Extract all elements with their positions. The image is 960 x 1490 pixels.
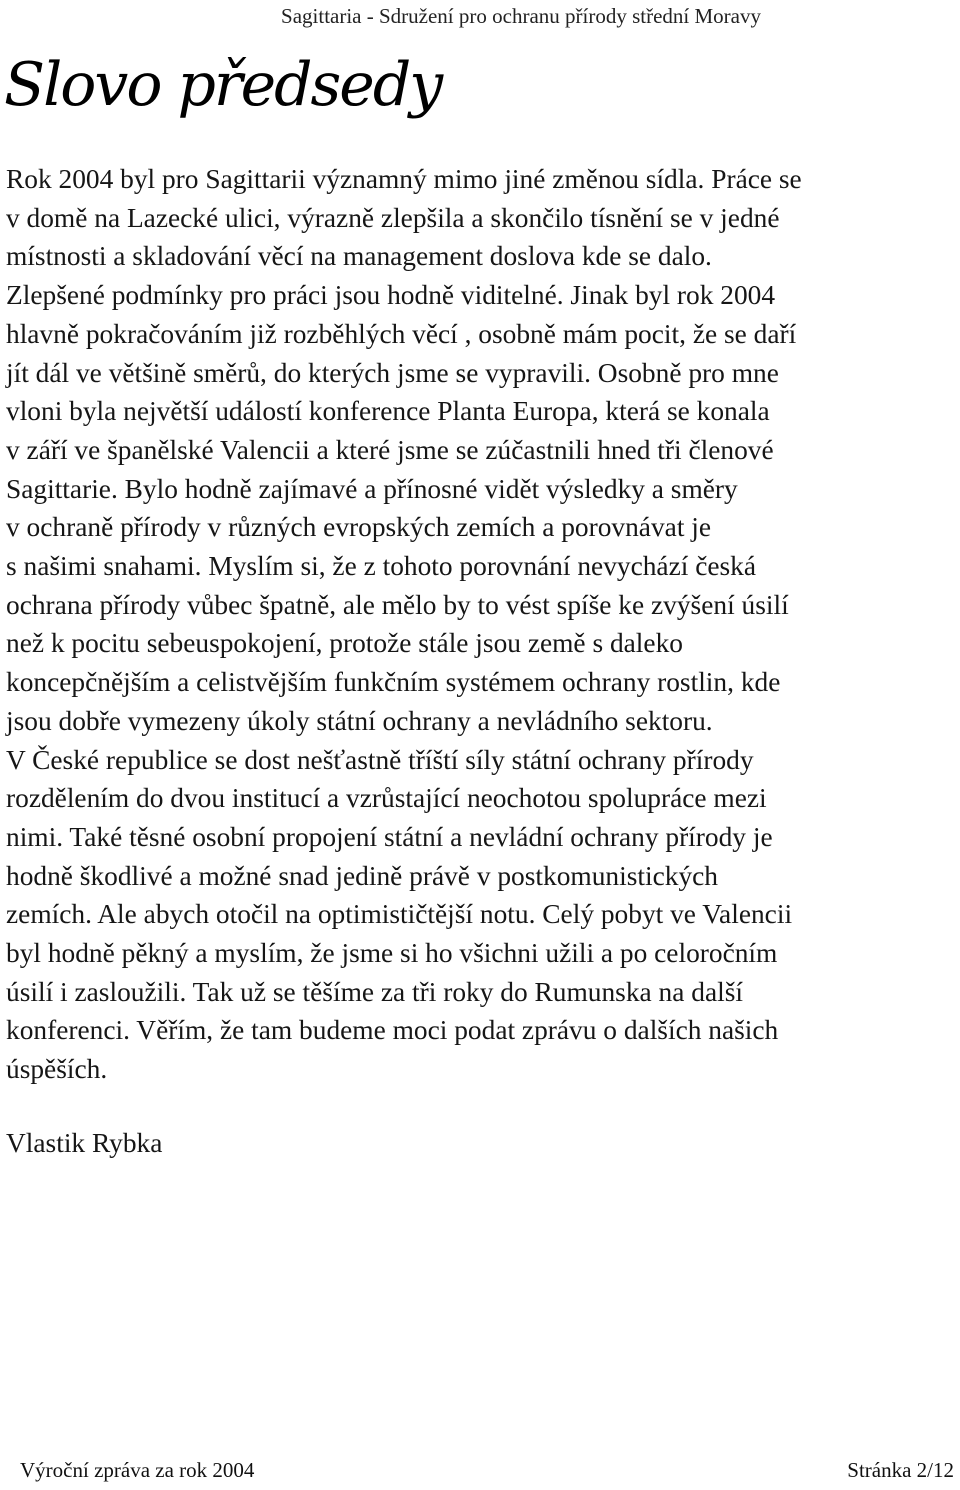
body-line: hodně škodlivé a možné snad jedině právě v postkomunistických [6, 860, 718, 891]
body-line: místnosti a skladování věcí na management doslova kde se dalo. [6, 241, 712, 272]
body-line: koncepčnějším a celistvějším funkčním systémem ochrany rostlin, kde [6, 667, 781, 698]
body-line: v ochraně přírody v různých evropských zemích a porovnávat je [6, 512, 712, 543]
page-title: Slovo předsedy [4, 50, 442, 120]
body-line: s našimi snahami. Myslím si, že z tohoto porovnání nevychází česká [6, 551, 757, 582]
body-line: jsou dobře vymezeny úkoly státní ochrany a nevládního sektoru. [6, 705, 713, 736]
body-line: úsilí i zasloužili. Tak už se těšíme za tři roky do Rumunska na další [6, 976, 743, 1007]
footer-report-title: Výroční zpráva za rok 2004 [20, 1458, 255, 1482]
footer-page-number: Stránka 2/12 [847, 1458, 954, 1482]
body-line: v domě na Lazecké ulici, výrazně zlepšila a skončilo tísnění se v jedné [6, 202, 780, 233]
body-line: než k pocitu sebeuspokojení, protože stále jsou země s daleko [6, 628, 683, 659]
body-line: ochrana přírody vůbec špatně, ale mělo by to vést spíše ke zvýšení úsilí [6, 589, 789, 620]
body-line: hlavně pokračováním již rozběhlých věcí , osobně mám pocit, že se daří [6, 318, 797, 349]
body-line: V České republice se dost nešťastně tříští síly státní ochrany přírody [6, 744, 754, 775]
body-line: nimi. Také těsné osobní propojení státní a nevládní ochrany přírody je [6, 821, 773, 852]
body-line: rozdělením do dvou institucí a vzrůstající neochotou spolupráce mezi [6, 783, 767, 814]
body-line: vloni byla největší událostí konference Planta Europa, která se konala [6, 396, 770, 427]
body-line: konferenci. Věřím, že tam budeme moci podat zprávu o dalších našich [6, 1015, 779, 1046]
body-line: úspěších. [6, 1054, 108, 1085]
author-signature: Vlastik Rybka [6, 1128, 163, 1158]
article-body [6, 160, 952, 1089]
body-line: jít dál ve většině směrů, do kterých jsme se vypravili. Osobně pro mne [6, 357, 779, 388]
body-line: Sagittarie. Bylo hodně zajímavé a přínosné vidět výsledky a směry [6, 473, 738, 504]
page-header: Sagittaria - Sdružení pro ochranu přírody střední Moravy [281, 4, 761, 28]
body-line: Zlepšené podmínky pro práci jsou hodně viditelné. Jinak byl rok 2004 [6, 280, 776, 311]
body-line: byl hodně pěkný a myslím, že jsme si ho všichni užili a po celoročním [6, 938, 778, 969]
body-line: Rok 2004 byl pro Sagittarii významný mimo jiné změnou sídla. Práce se [6, 164, 802, 194]
body-line: zemích. Ale abych otočil na optimističtější notu. Celý pobyt ve Valencii [6, 899, 793, 930]
body-line: v září ve španělské Valencii a které jsme se zúčastnili hned tři členové [6, 434, 774, 465]
